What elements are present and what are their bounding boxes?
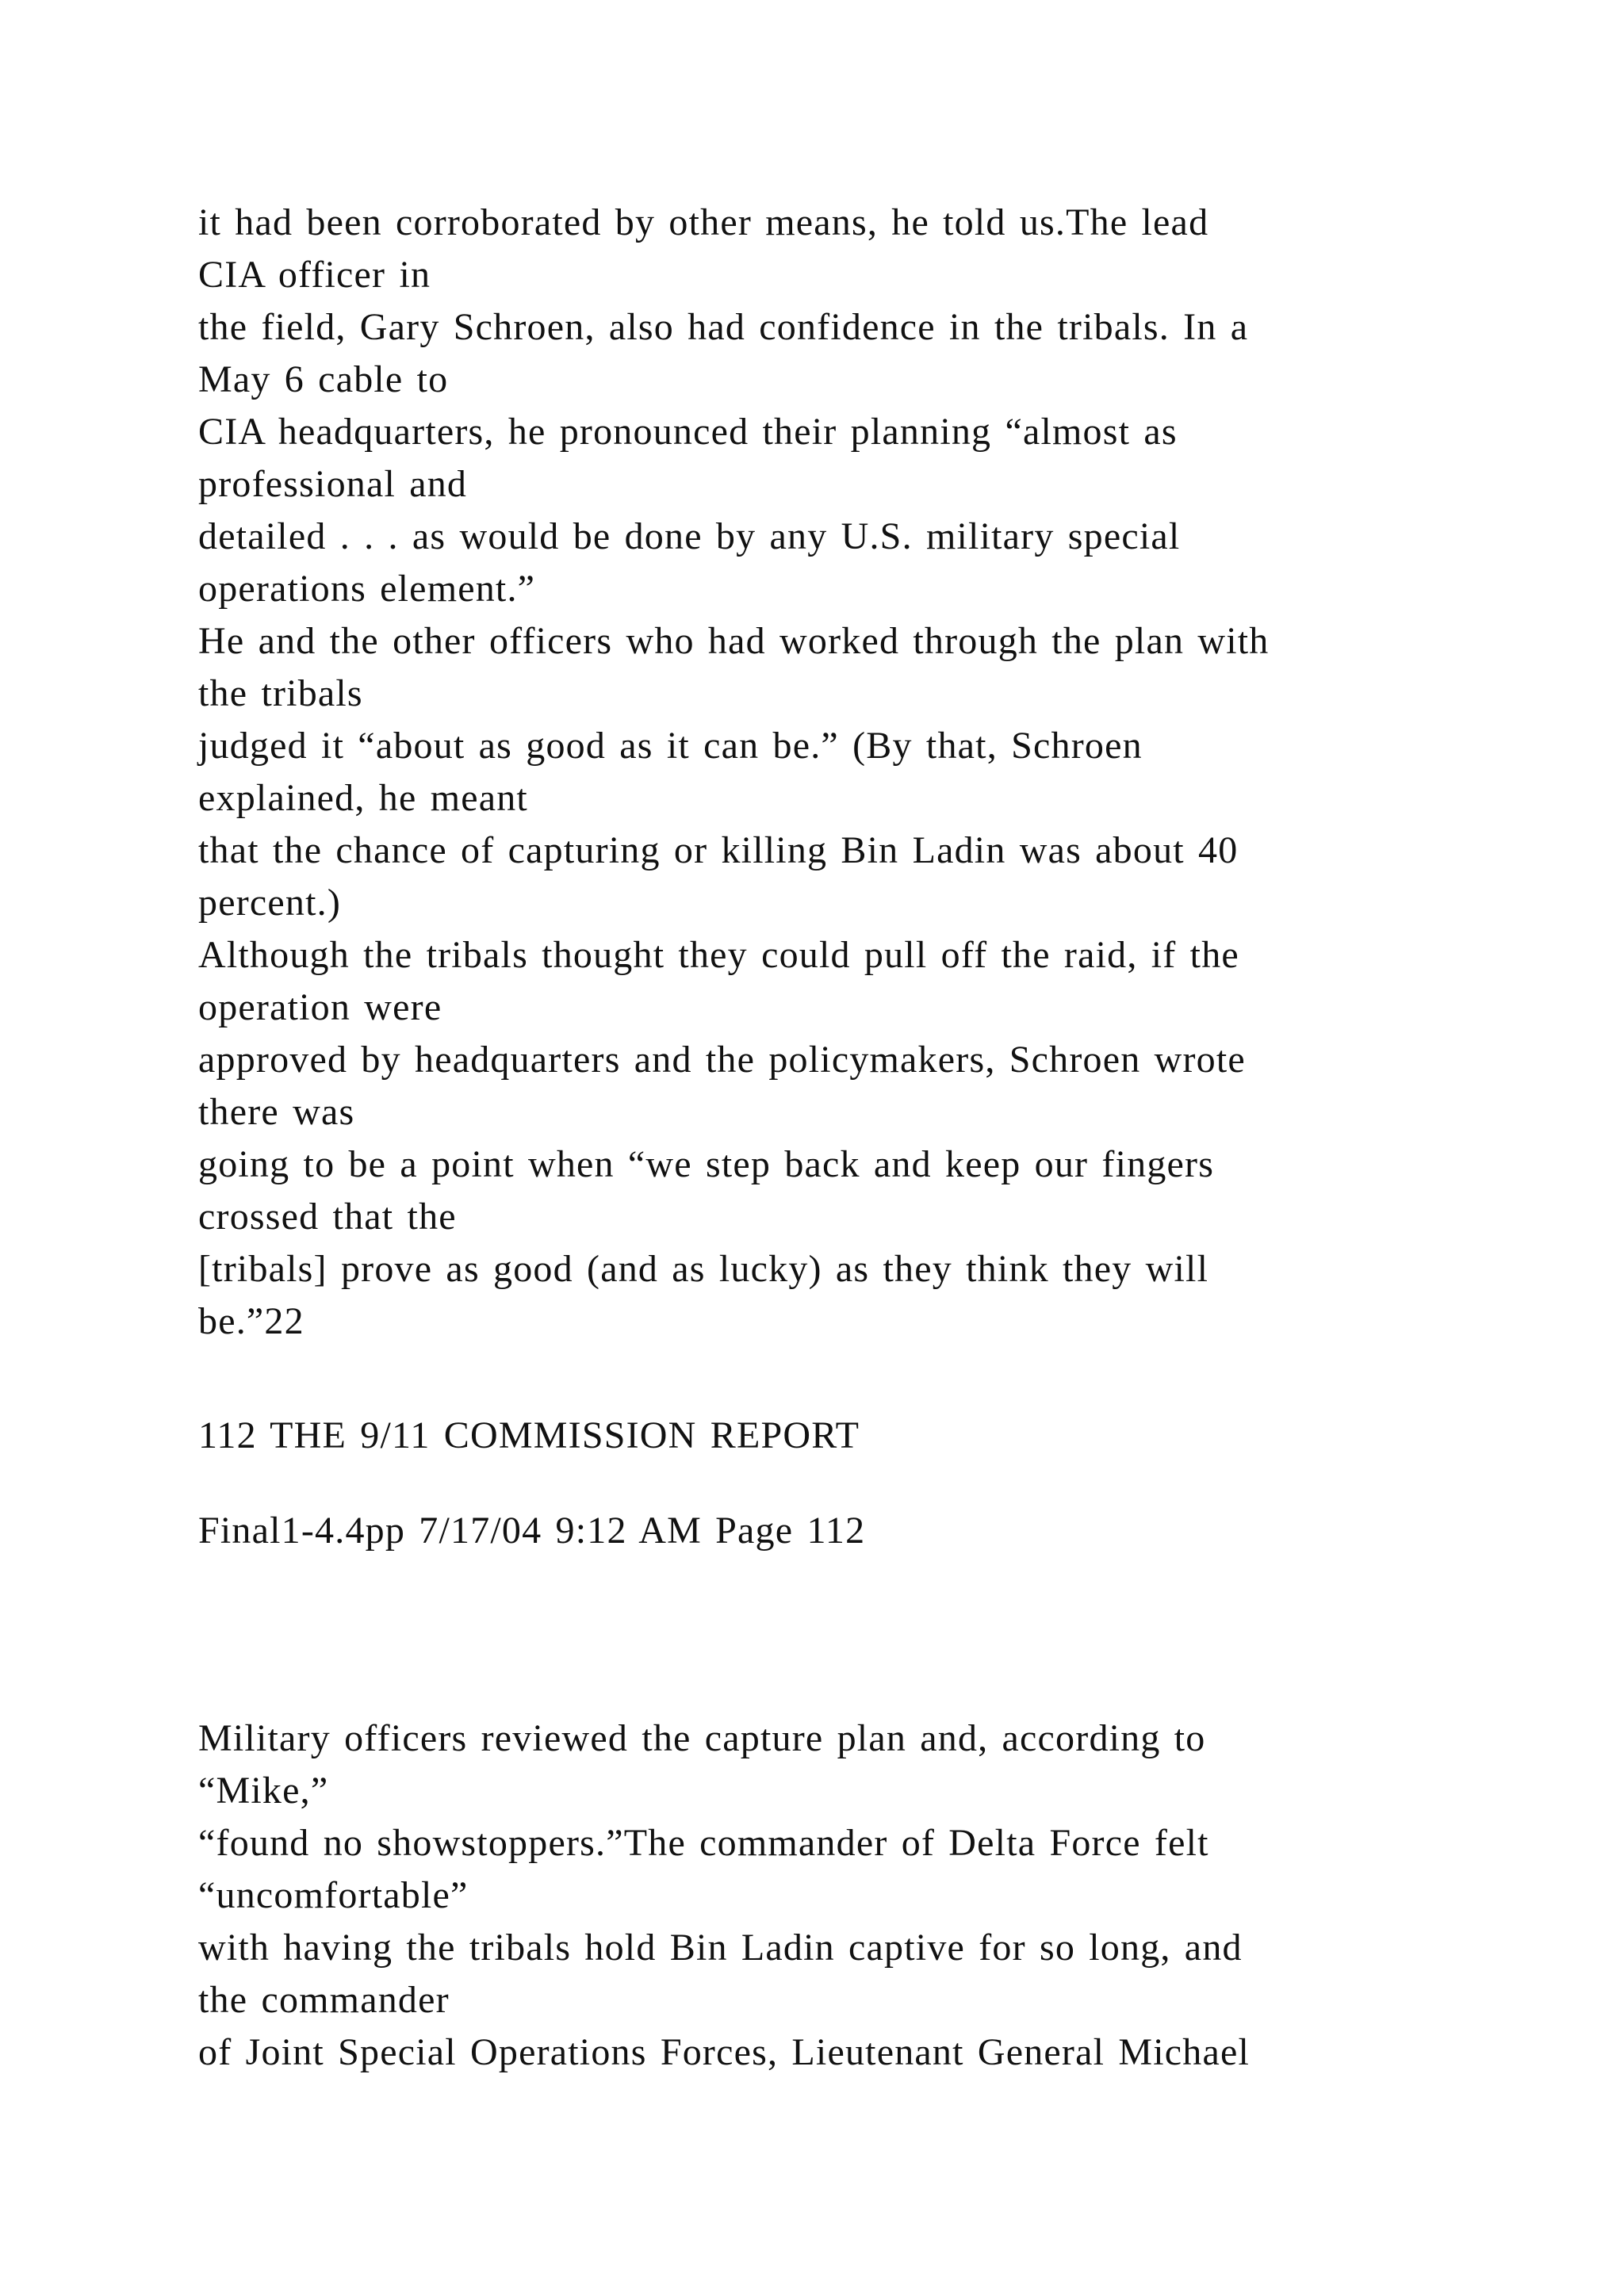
text-line: May 6 cable to	[198, 358, 449, 400]
text-line: be.”22	[198, 1300, 304, 1342]
text-line: judged it “about as good as it can be.” (By that, Schroen	[198, 725, 1143, 767]
text-line: with having the tribals hold Bin Ladin captive for so long, and	[198, 1927, 1243, 1969]
text-line: operations element.”	[198, 568, 536, 610]
text-line: the commander	[198, 1979, 450, 2021]
text-line: He and the other officers who had worked through the plan with	[198, 620, 1270, 662]
text-line: “found no showstoppers.”The commander of Delta Force felt	[198, 1822, 1209, 1864]
text-line: of Joint Special Operations Forces, Lieutenant General Michael	[198, 2031, 1251, 2073]
text-line: that the chance of capturing or killing Bin Ladin was about 40	[198, 829, 1239, 871]
text-line: Military officers reviewed the capture plan and, according to	[198, 1717, 1206, 1759]
text-line: “Mike,”	[198, 1770, 329, 1812]
slug-line-text: Final1-4.4pp 7/17/04 9:12 AM Page 112	[198, 1510, 866, 1552]
text-line: “uncomfortable”	[198, 1874, 469, 1916]
text-line: approved by headquarters and the policymakers, Schroen wrote	[198, 1039, 1246, 1081]
text-line: [tribals] prove as good (and as lucky) as they think they will	[198, 1248, 1209, 1290]
body-text-block-2	[198, 1712, 1435, 2079]
text-line: detailed . . . as would be done by any U.S. military special	[198, 515, 1181, 557]
text-line: the field, Gary Schroen, also had confidence in the tribals. In a	[198, 306, 1249, 348]
running-head-text: 112 THE 9/11 COMMISSION REPORT	[198, 1414, 860, 1456]
text-line: CIA officer in	[198, 254, 431, 296]
running-head	[198, 1410, 1435, 1462]
text-line: CIA headquarters, he pronounced their planning “almost as	[198, 411, 1178, 453]
print-slug-line	[198, 1505, 1435, 1557]
text-line: percent.)	[198, 882, 342, 924]
text-line: it had been corroborated by other means, he told us.The lead	[198, 201, 1209, 243]
text-line: going to be a point when “we step back and keep our fingers	[198, 1143, 1215, 1185]
text-line: the tribals	[198, 672, 363, 714]
text-line: crossed that the	[198, 1196, 457, 1238]
text-line: there was	[198, 1091, 355, 1133]
text-line: explained, he meant	[198, 777, 528, 819]
body-text-block-1	[198, 197, 1435, 1348]
text-line: Although the tribals thought they could pull off the raid, if the	[198, 934, 1239, 976]
text-line: operation were	[198, 986, 442, 1028]
text-line: professional and	[198, 463, 468, 505]
